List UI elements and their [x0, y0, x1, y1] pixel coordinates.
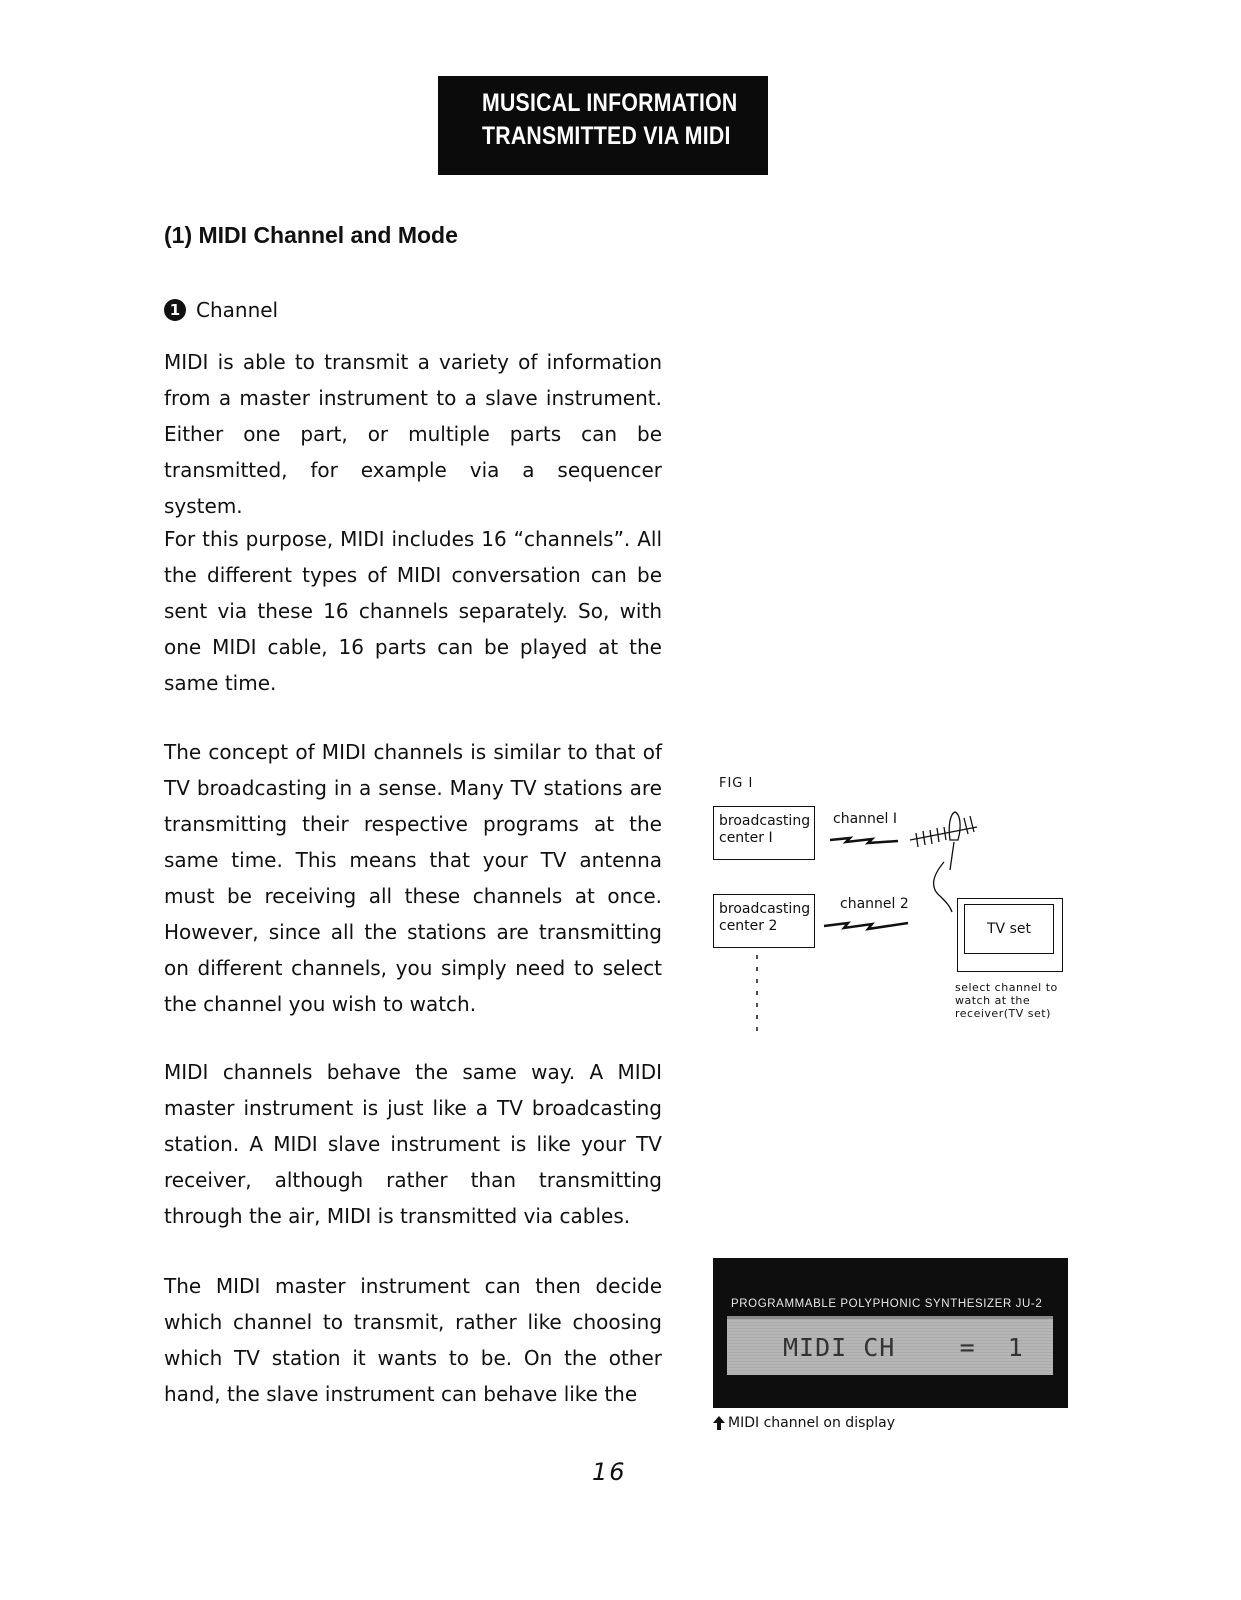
- tv-broadcast-figure: [712, 800, 1072, 1040]
- figure-label: FIG I: [719, 776, 754, 791]
- chapter-title-line2: TRANSMITTED VIA MIDI: [482, 122, 731, 150]
- paragraph-2: For this purpose, MIDI includes 16 “channels”. All the different types of MIDI conversation can be sent via these 16 channels separately. So, with one MIDI cable, 16 parts can be played at the same time.: [164, 527, 662, 695]
- signal-wave-1: [830, 838, 898, 843]
- paragraph-3: The concept of MIDI channels is similar to that of TV broadcasting in a sense. Many TV stations are transmitting their respective programs at the same time. This means that your TV antenna must be receiving all these channels at once. However, since all the stations are transmitting on different channels, you simply need to select the channel you wish to watch.: [164, 740, 662, 1016]
- antenna-icon: [910, 812, 977, 870]
- sub-heading: [164, 298, 278, 322]
- sub-heading-label: Channel: [196, 298, 279, 322]
- chapter-title-box: [438, 76, 768, 175]
- chapter-title-line1: MUSICAL INFORMATION: [482, 89, 738, 117]
- broadcast-center-2: broadcasting center 2: [713, 894, 815, 948]
- numbered-circle-icon: 1: [164, 299, 186, 321]
- paragraph-5: The MIDI master instrument can then decide which channel to transmit, rather like choosing which TV station it wants to be. On the other hand, the slave instrument can behave like the: [164, 1274, 662, 1406]
- tv-screen: TV set: [964, 904, 1054, 954]
- page-number: 16: [592, 1458, 627, 1486]
- antenna-cable: [934, 862, 952, 912]
- broadcast-center-1: broadcasting center I: [713, 806, 815, 860]
- channel-2-label: channel 2: [840, 896, 909, 912]
- up-arrow-icon: [713, 1416, 725, 1430]
- paragraph-4: MIDI channels behave the same way. A MIDI master instrument is just like a TV broadcasting station. A MIDI slave instrument is like your TV receiver, although rather than transmitting through the air, MIDI is transmitted via cables.: [164, 1060, 662, 1228]
- channel-1-label: channel I: [833, 811, 897, 827]
- signal-wave-2: [824, 923, 908, 929]
- display-caption-text: MIDI channel on display: [728, 1415, 896, 1431]
- lcd-screen: [727, 1316, 1053, 1375]
- synth-panel-title: PROGRAMMABLE POLYPHONIC SYNTHESIZER JU-2: [731, 1298, 1043, 1310]
- synth-display-photo: [713, 1258, 1068, 1408]
- tv-note: select channel to watch at the receiver(TV set): [955, 981, 1058, 1020]
- lcd-text: MIDI CH = 1: [783, 1333, 1024, 1362]
- tv-set-box: [957, 898, 1063, 972]
- paragraph-1: MIDI is able to transmit a variety of information from a master instrument to a slave instrument. Either one part, or multiple parts can be transmitted, for example via a sequencer system.: [164, 350, 662, 518]
- section-heading: (1) MIDI Channel and Mode: [164, 222, 458, 248]
- display-caption: [713, 1415, 895, 1431]
